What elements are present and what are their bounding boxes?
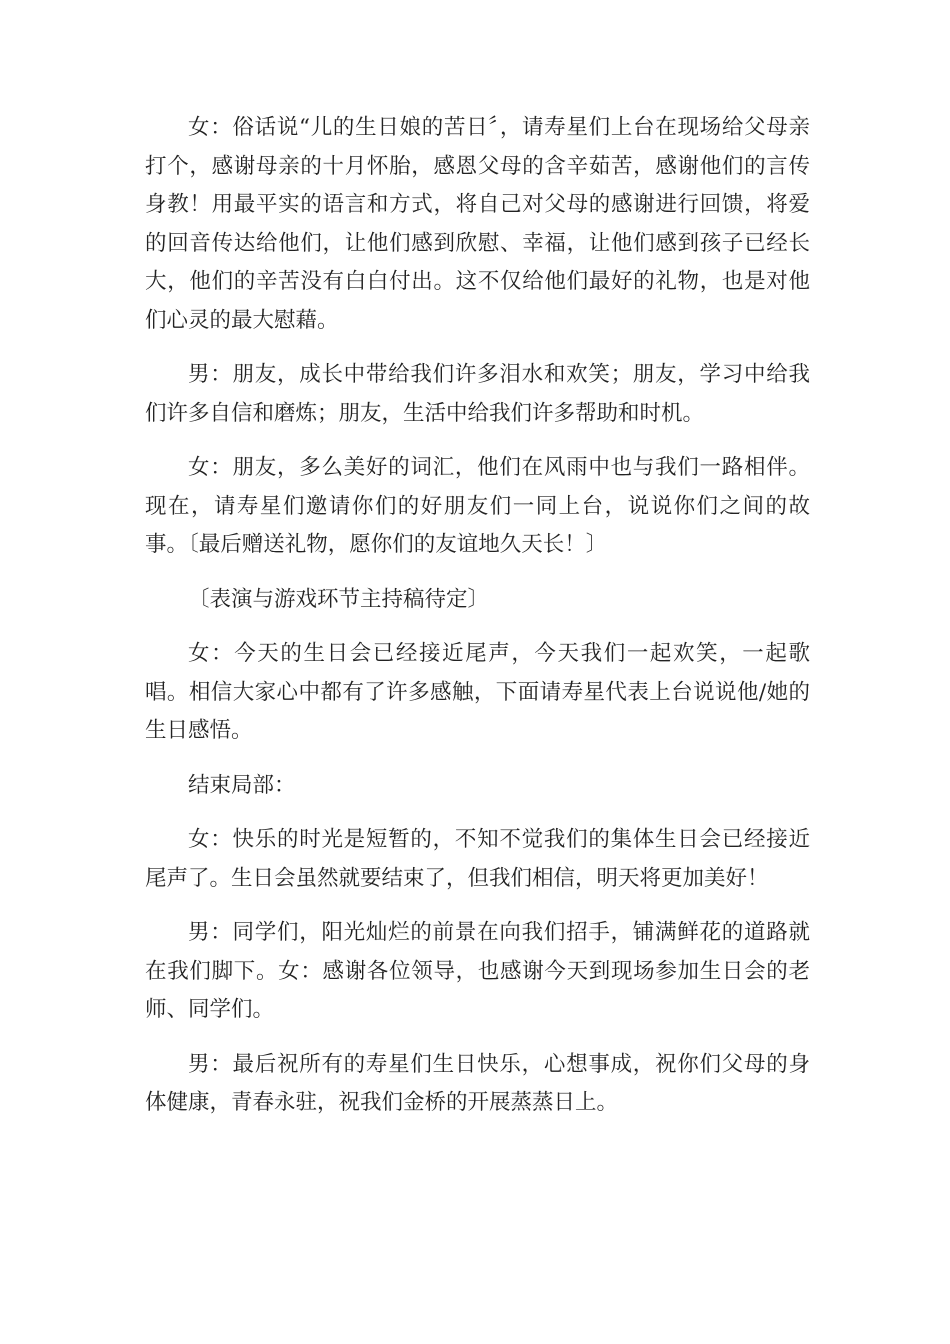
- paragraph-birthday-reflection: 女：今天的生日会已经接近尾声，今天我们一起欢笑，一起歌唱。相信大家心中都有了许多感触，下面请寿星代表上台说说他/她的生日感悟。: [145, 641, 810, 743]
- paragraph-friendship-male: 男：朋友，成长中带给我们许多泪水和欢笑；朋友，学习中给我们许多自信和磨炼；朋友，生活中给我们许多帮助和时机。: [145, 362, 810, 426]
- paragraph-gratitude-parents: 女：俗话说“儿的生日娘的苦日〞，请寿星们上台在现场给父母亲打个，感谢母亲的十月怀胎，感恩父母的含辛茹苦，感谢他们的言传身教！用最平实的语言和方式，将自己对父母的感谢进行回馈，将爱的回音传达给他们，让他们感到欣慰、幸福，让他们感到孩子已经长大，他们的辛苦没有白白付出。这不仅给他们最好的礼物，也是对他们心灵的最大慰藉。: [145, 115, 810, 333]
- section-heading-ending: 结束局部：: [188, 772, 296, 798]
- paragraph-closing-thanks: 男：同学们，阳光灿烂的前景在向我们招手，铺满鲜花的道路就在我们脚下。女：感谢各位领导，也感谢今天到现场参加生日会的老师、同学们。: [145, 920, 810, 1022]
- document-body: [145, 109, 810, 1139]
- paragraph-final-wishes: 男：最后祝所有的寿星们生日快乐，心想事成，祝你们父母的身体健康，青春永驻，祝我们金桥的开展蒸蒸日上。: [145, 1051, 810, 1115]
- paragraph-friendship-female: 女：朋友，多么美好的词汇，他们在风雨中也与我们一路相伴。现在，请寿星们邀请你们的好朋友们一同上台，说说你们之间的故事。〔最后赠送礼物，愿你们的友谊地久天长！〕: [145, 455, 810, 557]
- paragraph-performance-note: 〔表演与游戏环节主持稿待定〕: [188, 586, 490, 612]
- paragraph-closing-female: 女：快乐的时光是短暂的，不知不觉我们的集体生日会已经接近尾声了。生日会虽然就要结束了，但我们相信，明天将更加美好！: [145, 827, 810, 891]
